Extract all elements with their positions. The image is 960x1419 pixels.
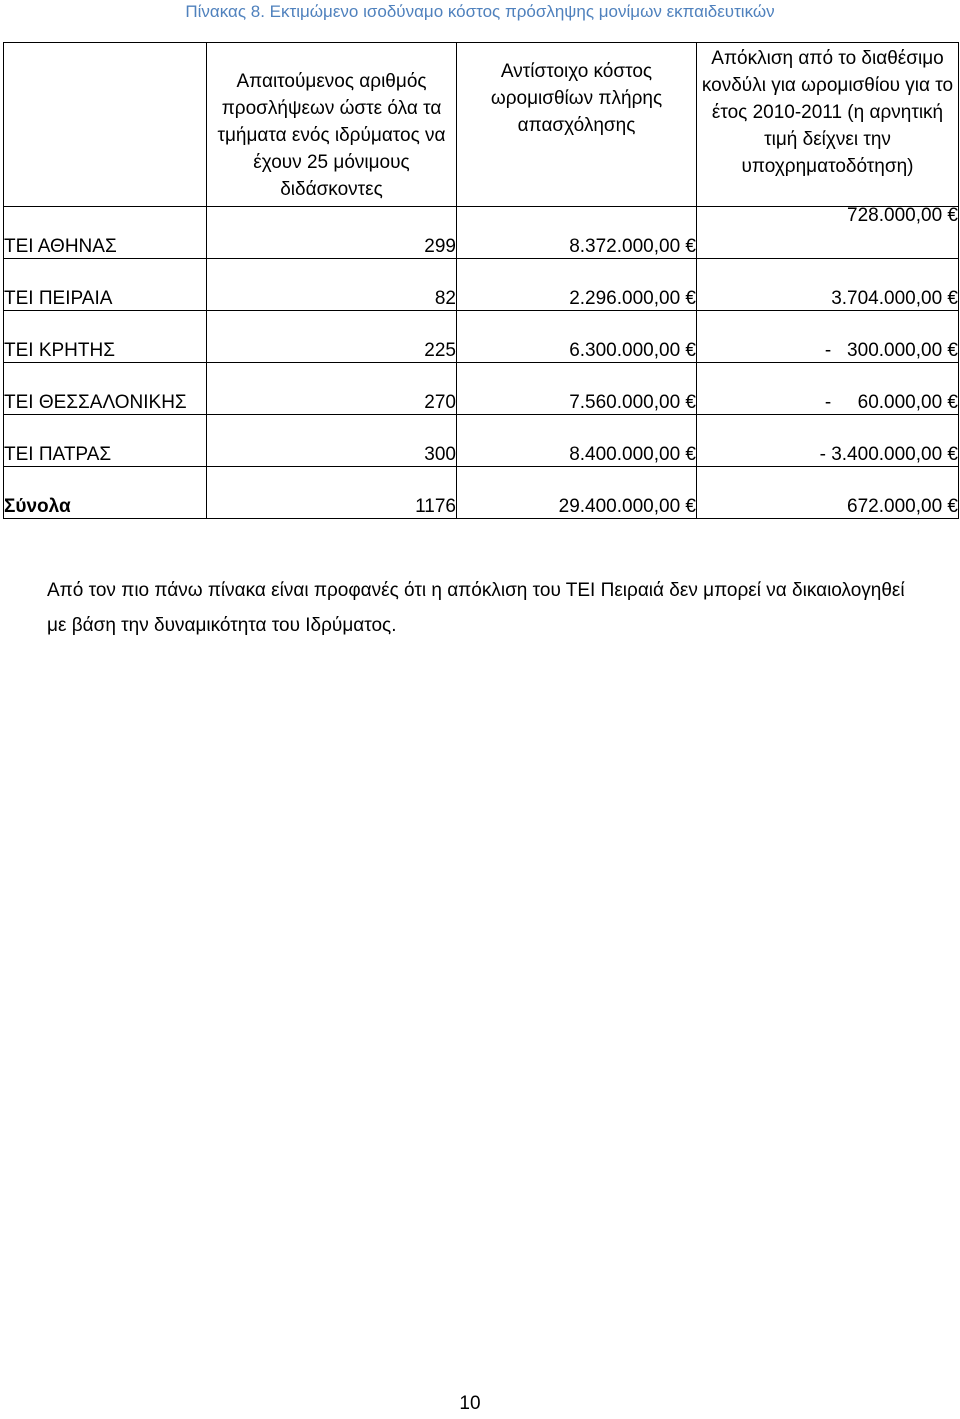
institution-name: ΤΕΙ ΘΕΣΣΑΛΟΝΙΚΗΣ bbox=[4, 363, 207, 415]
deviation-value: 3.704.000,00 € bbox=[697, 259, 959, 311]
header-hires: Απαιτούμενος αριθμός προσλήψεων ώστε όλα τα τμήματα ενός ιδρύματος να έχουν 25 μόνιμους διδάσκοντες bbox=[207, 43, 457, 207]
table-row bbox=[4, 207, 959, 259]
page-number: 10 bbox=[459, 1393, 481, 1414]
table-row bbox=[4, 415, 959, 467]
hires-value: 82 bbox=[207, 259, 457, 311]
totals-row bbox=[4, 467, 959, 519]
cost-value: 6.300.000,00 € bbox=[457, 311, 697, 363]
header-deviation: Απόκλιση από το διαθέσιμο κονδύλι για ωρομισθίου για το έτος 2010-2011 (η αρνητική τιμή δείχνει την υποχρηματοδότηση) bbox=[697, 43, 959, 207]
cost-value: 8.372.000,00 € bbox=[457, 207, 697, 259]
table-row bbox=[4, 259, 959, 311]
cost-value: 7.560.000,00 € bbox=[457, 363, 697, 415]
table-caption: Πίνακας 8. Εκτιμώμενο ισοδύναμο κόστος πρόσληψης μονίμων εκπαιδευτικών bbox=[185, 2, 775, 21]
cost-value: 8.400.000,00 € bbox=[457, 415, 697, 467]
hires-value: 225 bbox=[207, 311, 457, 363]
institution-name: ΤΕΙ ΠΑΤΡΑΣ bbox=[4, 415, 207, 467]
table-row bbox=[4, 363, 959, 415]
institution-name: ΤΕΙ ΑΘΗΝΑΣ bbox=[4, 207, 207, 259]
deviation-value: 728.000,00 € bbox=[697, 205, 959, 257]
header-institution bbox=[4, 43, 207, 207]
institution-name: ΤΕΙ ΠΕΙΡΑΙΑ bbox=[4, 259, 207, 311]
hires-value: 299 bbox=[207, 207, 457, 259]
cost-table bbox=[3, 42, 959, 519]
deviation-value: - 60.000,00 € bbox=[697, 363, 959, 415]
deviation-value: - 300.000,00 € bbox=[697, 311, 959, 363]
deviation-value: - 3.400.000,00 € bbox=[697, 415, 959, 467]
totals-label: Σύνολα bbox=[4, 467, 207, 519]
table-row bbox=[4, 311, 959, 363]
cost-value: 2.296.000,00 € bbox=[457, 259, 697, 311]
totals-hires: 1176 bbox=[207, 467, 457, 519]
header-cost: Αντίστοιχο κόστος ωρομισθίων πλήρης απασχόλησης bbox=[457, 43, 697, 207]
body-paragraph: Από τον πιο πάνω πίνακα είναι προφανές ότι η απόκλιση του ΤΕΙ Πειραιά δεν μπορεί να δικαιολογηθεί με βάση την δυναμικότητα του Ιδρύματος. bbox=[47, 580, 905, 636]
institution-name: ΤΕΙ ΚΡΗΤΗΣ bbox=[4, 311, 207, 363]
hires-value: 270 bbox=[207, 363, 457, 415]
totals-deviation: 672.000,00 € bbox=[697, 467, 959, 519]
totals-cost: 29.400.000,00 € bbox=[457, 467, 697, 519]
hires-value: 300 bbox=[207, 415, 457, 467]
header-row bbox=[4, 43, 959, 207]
